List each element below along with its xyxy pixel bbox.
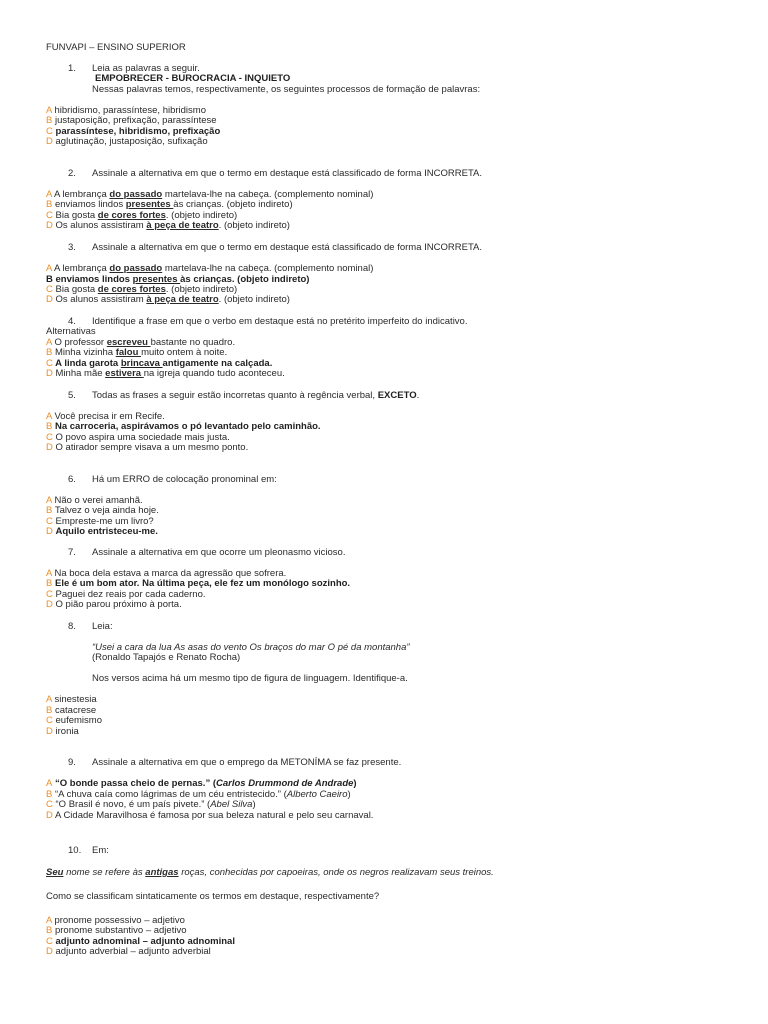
option-d[interactable] [46,443,248,454]
option-text: Paguei dez reais por cada caderno. [55,589,206,600]
option-text: parassíntese, hibridismo, prefixação [55,126,221,137]
question-number: 8. [68,621,76,632]
option-text: Bia gosta [55,284,98,295]
option-letter: B [46,347,53,358]
option-text: Empreste-me um livro? [55,516,154,527]
option-letter: A [46,694,52,705]
option-letter: C [46,210,53,221]
option-text-end: ) [353,778,357,789]
question-text: Identifique a frase em que o verbo em destaque está no pretérito imperfeito do indicativo. [92,316,468,327]
option-letter: B [46,115,53,126]
question-text: Assinale a alternativa em que o termo em destaque está classificado de forma INCORRETA. [92,242,483,253]
option-text: . (objeto indireto) [218,220,290,231]
poem-quote: “Usei a cara da lua As asas do vento Os braços do mar O pé da montanha” [92,642,410,653]
question-text-2: Nos versos acima há um mesmo tipo de figura de linguagem. Identifique-a. [92,673,408,684]
option-d[interactable] [46,527,158,538]
question-number: 7. [68,547,76,558]
option-b[interactable] [46,348,227,359]
option-text: Bia gosta [55,210,98,221]
question-text: Assinale a alternativa em que o emprego da METONÍMA se faz presente. [92,757,402,768]
option-letter: D [46,946,53,957]
quote-author: Carlos Drummond de Andrade [216,778,354,789]
option-a[interactable] [46,264,373,275]
option-text: . (objeto indireto) [218,294,290,305]
option-text: enviamos lindos [55,274,133,285]
option-text: eufemismo [55,715,102,726]
option-text: A Cidade Maravilhosa é famosa por sua beleza natural e pelo seu carnaval. [55,810,374,821]
option-letter: B [46,421,53,432]
option-d[interactable] [46,137,208,148]
highlighted-term: à peça de teatro [146,220,219,231]
option-letter: C [46,936,53,947]
highlighted-term: presentes [125,199,174,210]
option-letter: C [46,126,53,137]
option-d[interactable] [46,600,182,611]
option-letter: A [46,189,52,200]
option-letter: D [46,136,53,147]
option-text: aglutinação, justaposição, sufixação [55,136,208,147]
option-letter: B [46,274,53,285]
option-letter: C [46,516,53,527]
option-text: justaposição, prefixação, parassíntese [54,115,217,126]
option-d[interactable] [46,221,290,232]
option-text: Você precisa ir em Recife. [54,411,165,422]
option-letter: A [46,105,52,116]
option-text: Os alunos assistiram [55,220,147,231]
option-text: O povo aspira uma sociedade mais justa. [55,432,230,443]
highlighted-term: à peça de teatro [146,294,219,305]
option-text: antigamente na calçada. [162,358,273,369]
poem-author: (Ronaldo Tapajós e Renato Rocha) [92,652,241,663]
question-text: Assinale a alternativa em que ocorre um pleonasmo vicioso. [92,547,346,558]
option-letter: C [46,284,53,295]
option-text: Aquilo entristeceu-me. [55,526,158,537]
question-text: Leia as palavras a seguir. [92,63,200,74]
question-text: Assinale a alternativa em que o termo em destaque está classificado de forma INCORRETA. [92,168,483,179]
option-text: O pião parou próximo à porta. [55,599,182,610]
option-letter: D [46,526,53,537]
alternatives-label: Alternativas [46,326,96,337]
highlighted-term: escreveu [106,337,151,348]
highlighted-term: brincava [120,358,163,369]
option-a[interactable] [46,695,97,706]
question-number: 6. [68,474,76,485]
option-letter: C [46,799,53,810]
option-letter: D [46,294,53,305]
option-text: às crianças. (objeto indireto) [173,199,293,210]
option-d[interactable] [46,369,285,380]
option-text: A linda garota [55,358,121,369]
option-text-end: ) [347,789,351,800]
highlighted-term: presentes [132,274,181,285]
option-d[interactable] [46,811,373,822]
option-letter: A [46,915,52,926]
option-b[interactable] [46,579,350,590]
option-text: Na boca dela estava a marca da agressão que sofrera. [54,568,287,579]
sentence-part: nome se refere às [63,867,146,878]
question-number: 1. [68,63,76,74]
option-letter: A [46,778,53,789]
option-text: O atirador sempre visava a um mesmo ponto. [55,442,249,453]
question-number: 4. [68,316,76,327]
highlighted-term: de cores fortes [97,210,166,221]
option-text: Os alunos assistiram [55,294,147,305]
option-letter: B [46,925,53,936]
page-header: FUNVAPI – ENSINO SUPERIOR [46,42,186,53]
option-letter: C [46,358,53,369]
option-text: catacrese [54,705,97,716]
option-text: “A chuva caía como lágrimas de um céu entristecido.” ( [54,789,287,800]
option-letter: D [46,220,53,231]
option-letter: B [46,578,53,589]
option-letter: D [46,442,53,453]
question-number: 9. [68,757,76,768]
option-letter: C [46,432,53,443]
question-number: 3. [68,242,76,253]
option-text: “O bonde passa cheio de pernas.” ( [54,778,216,789]
option-d[interactable] [46,947,211,958]
sentence-part: roças, conhecidas por capoeiras, onde os negros realizavam seus treinos. [178,867,494,878]
option-text: adjunto adverbial – adjunto adverbial [55,946,211,957]
option-letter: D [46,726,53,737]
question-text [92,391,419,402]
option-letter: A [46,337,52,348]
option-letter: B [46,505,53,516]
option-letter: D [46,599,53,610]
option-text: Minha vizinha [54,347,116,358]
highlighted-term: antigas [145,867,179,878]
option-letter: C [46,589,53,600]
option-text: hibridismo, parassíntese, hibridismo [54,105,206,116]
highlighted-term: Seu [46,867,64,878]
option-text: Minha mãe [55,368,106,379]
option-text: na igreja quando tudo aconteceu. [143,368,285,379]
option-text: enviamos lindos [54,199,126,210]
option-b[interactable] [46,506,159,517]
option-letter: D [46,810,53,821]
question-text-2: Nessas palavras temos, respectivamente, os seguintes processos de formação de palavras: [92,84,481,95]
option-text-end: ) [252,799,256,810]
option-c[interactable] [46,800,256,811]
option-b[interactable] [46,200,293,211]
option-text: Não o verei amanhã. [54,495,143,506]
option-text: . (objeto indireto) [165,284,238,295]
option-text: O professor [54,337,107,348]
highlighted-term: de cores fortes [97,284,166,295]
example-sentence [46,868,494,879]
option-text: pronome substantivo – adjetivo [54,925,187,936]
option-text: bastante no quadro. [150,337,236,348]
highlighted-term: falou [115,347,142,358]
option-letter: C [46,715,53,726]
question-emphasis: EXCETO [377,390,417,401]
quote-author: Abel Silva [210,799,253,810]
question-text: Leia: [92,621,113,632]
option-text: “O Brasil é novo, é um país pivete.” ( [55,799,211,810]
option-text: Talvez o veja ainda hoje. [54,505,159,516]
option-b[interactable] [46,116,217,127]
highlighted-term: estivera [105,368,144,379]
question-text: Há um ERRO de colocação pronominal em: [92,474,277,485]
word-list: EMPOBRECER - BUROCRACIA - INQUIETO [95,73,291,84]
option-text: Na carroceria, aspirávamos o pó levantado pelo caminhão. [54,421,321,432]
question-text: Em: [92,845,109,856]
option-d[interactable] [46,727,79,738]
option-a[interactable] [46,779,357,790]
question-number: 5. [68,390,76,401]
option-text: martelava-lhe na cabeça. (complemento nominal) [162,263,374,274]
option-letter: A [46,411,52,422]
quote-author: Alberto Caeiro [286,789,348,800]
option-letter: B [46,705,53,716]
question-number: 2. [68,168,76,179]
question-text-end: . [416,390,420,401]
option-text: A lembrança [53,189,110,200]
option-letter: B [46,199,53,210]
option-text: adjunto adnominal – adjunto adnominal [55,936,235,947]
option-c[interactable] [46,716,102,727]
question-text-2: Como se classificam sintaticamente os termos em destaque, respectivamente? [46,891,380,902]
option-text: às crianças. (objeto indireto) [180,274,310,285]
option-text: A lembrança [53,263,110,274]
option-d[interactable] [46,295,290,306]
option-text: muito ontem à noite. [141,347,228,358]
highlighted-term: do passado [109,189,163,200]
highlighted-term: do passado [109,263,163,274]
option-text: . (objeto indireto) [165,210,238,221]
option-letter: B [46,789,53,800]
option-text: sinestesia [54,694,97,705]
option-letter: A [46,495,52,506]
option-text: martelava-lhe na cabeça. (complemento nominal) [162,189,374,200]
option-b[interactable] [46,926,186,937]
question-text-part: Todas as frases a seguir estão incorretas quanto à regência verbal, [92,390,378,401]
option-text: ironia [55,726,79,737]
question-number: 10. [68,845,82,856]
option-b[interactable] [46,422,321,433]
option-letter: A [46,263,52,274]
option-letter: A [46,568,52,579]
option-text: Ele é um bom ator. Na última peça, ele fez um monólogo sozinho. [54,578,351,589]
option-letter: D [46,368,53,379]
option-text: pronome possessivo – adjetivo [54,915,185,926]
